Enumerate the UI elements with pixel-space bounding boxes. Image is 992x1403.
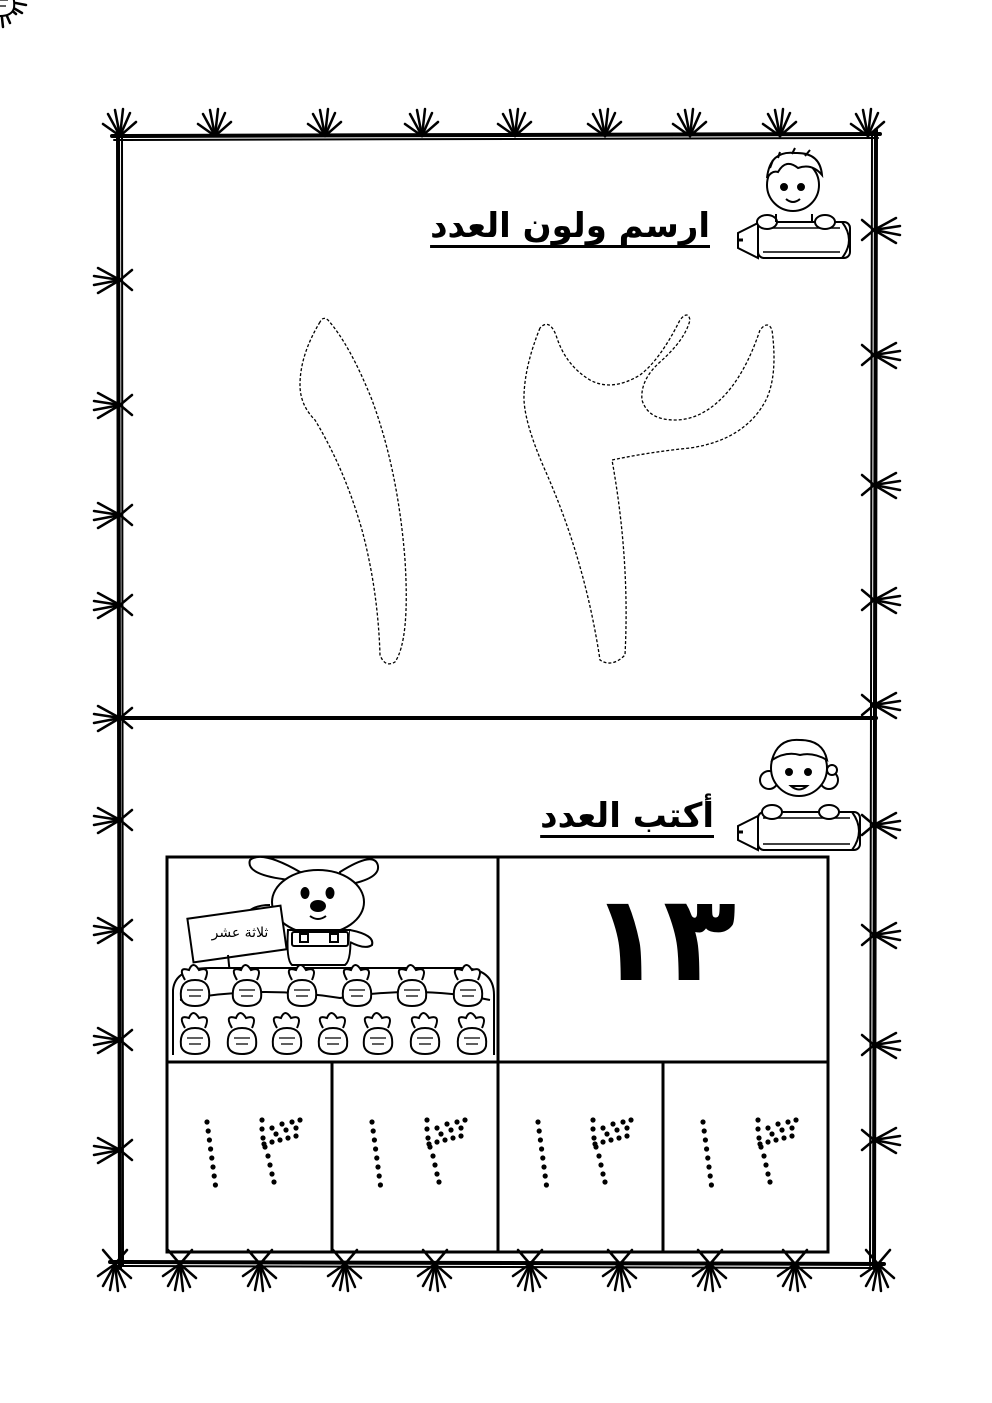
- trace-cell-4[interactable]: [663, 1100, 827, 1210]
- trace-cell-1[interactable]: [167, 1100, 331, 1210]
- printed-number-13: ١٣: [589, 870, 737, 1009]
- trace-cell-2[interactable]: [332, 1100, 496, 1210]
- boy-with-pencil-icon: [738, 148, 850, 258]
- trace-cell-3[interactable]: [498, 1100, 662, 1210]
- write-number-title: أكتب العدد: [540, 796, 714, 836]
- grass-left-decor: [0, 0, 132, 1163]
- draw-color-title: ارسم ولون العدد: [430, 206, 710, 246]
- carrot-patch: [0, 0, 494, 1055]
- girl-with-pencil-icon: [738, 740, 860, 850]
- grass-top-decor: [0, 0, 884, 136]
- bunny-icon: [187, 857, 378, 975]
- outline-digit-three: [524, 315, 774, 663]
- outline-digit-one: [300, 318, 406, 663]
- bunny-sign-label: ثلاثة عشر: [211, 925, 269, 941]
